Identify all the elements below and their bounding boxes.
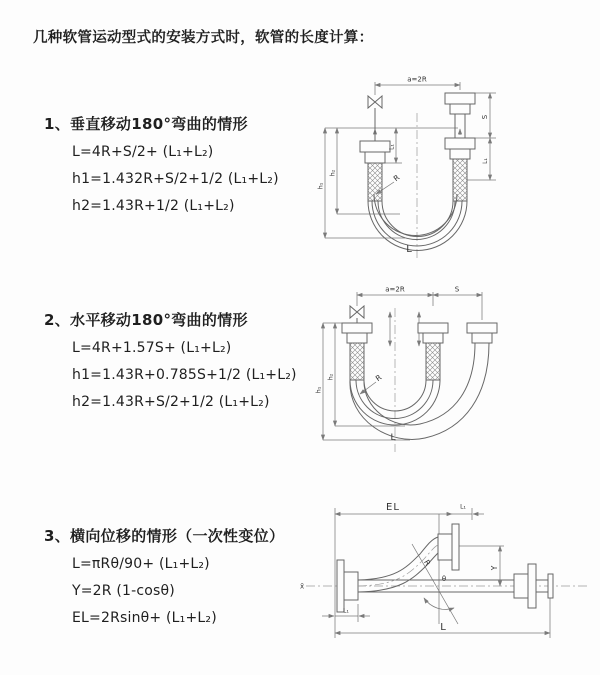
middle-hose-end (418, 323, 448, 380)
dim-label-s: S (481, 114, 489, 120)
section-vertical-movement (44, 113, 279, 215)
formula-el: EL=2Rsinθ+ (L₁+L₂) (72, 610, 217, 626)
left-hose-end (342, 323, 372, 380)
radius-label: R (373, 372, 384, 384)
radius-label: R (421, 558, 433, 568)
radius-label: R (391, 172, 402, 184)
formula-l: L=πRθ/90+ (L₁+L₂) (72, 556, 210, 572)
length-label: L (390, 433, 396, 443)
right-hose-end (467, 323, 497, 343)
formula-h2: h2=1.43R+1/2 (L₁+L₂) (72, 198, 235, 214)
diagram-horizontal-180-bend (310, 280, 600, 460)
dim-label-l1-top: L₁ (460, 503, 466, 511)
dim-label-y: Y (490, 565, 499, 571)
angle-theta-label: θ (441, 575, 447, 583)
formula-l: L=4R+1.57S+ (L₁+L₂) (72, 340, 232, 356)
right-hose-end (445, 93, 475, 201)
dim-label-h2: h₂ (326, 373, 335, 381)
dim-label-h1: h₁ (316, 182, 325, 190)
dim-label-el: EL (386, 502, 400, 513)
section-lateral-displacement (44, 525, 284, 627)
hose-u-bend (368, 194, 467, 251)
section-2-heading: 2、水平移动180°弯曲的情形 (44, 311, 248, 329)
dim-label-l1-left: L₁ (343, 607, 349, 615)
formula-h2: h2=1.43R+S/2+1/2 (L₁+L₂) (72, 394, 270, 410)
hose-u-bend (350, 343, 489, 439)
diagram-lateral-displacement (298, 496, 598, 646)
section-3-heading: 3、横向位移的情形（一次性变位） (44, 527, 285, 545)
length-label: L (440, 622, 446, 633)
section-horizontal-movement (44, 309, 297, 411)
page-title: 几种软管运动型式的安装方式时，软管的长度计算： (33, 30, 374, 46)
dim-label-s: S (454, 285, 460, 294)
valve-icon (368, 96, 382, 141)
dim-label-l1-left: L₁ (388, 144, 396, 150)
left-flange (337, 560, 358, 612)
length-label: L (406, 244, 412, 255)
formula-h1: h1=1.432R+S/2+1/2 (L₁+L₂) (72, 171, 279, 187)
formula-l: L=4R+S/2+ (L₁+L₂) (72, 144, 214, 160)
dim-label-h2: h₂ (328, 169, 337, 177)
valve-icon (350, 306, 364, 323)
dim-label-a2r: a=2R (385, 285, 405, 294)
dim-label-h1: h₁ (314, 386, 323, 394)
centerline-mark: x̄ (300, 582, 305, 591)
section-1-heading: 1、垂直移动180°弯曲的情形 (44, 115, 248, 133)
formula-y: Y=2R (1-cosθ) (72, 583, 175, 599)
dim-label-a2r: a=2R (407, 75, 427, 84)
formula-h1: h1=1.43R+0.785S+1/2 (L₁+L₂) (72, 367, 297, 383)
diagram-vertical-180-bend (310, 68, 600, 263)
upper-right-flange (438, 524, 459, 570)
dim-label-l1-right: L₁ (482, 158, 489, 164)
left-hose-end (360, 141, 390, 201)
